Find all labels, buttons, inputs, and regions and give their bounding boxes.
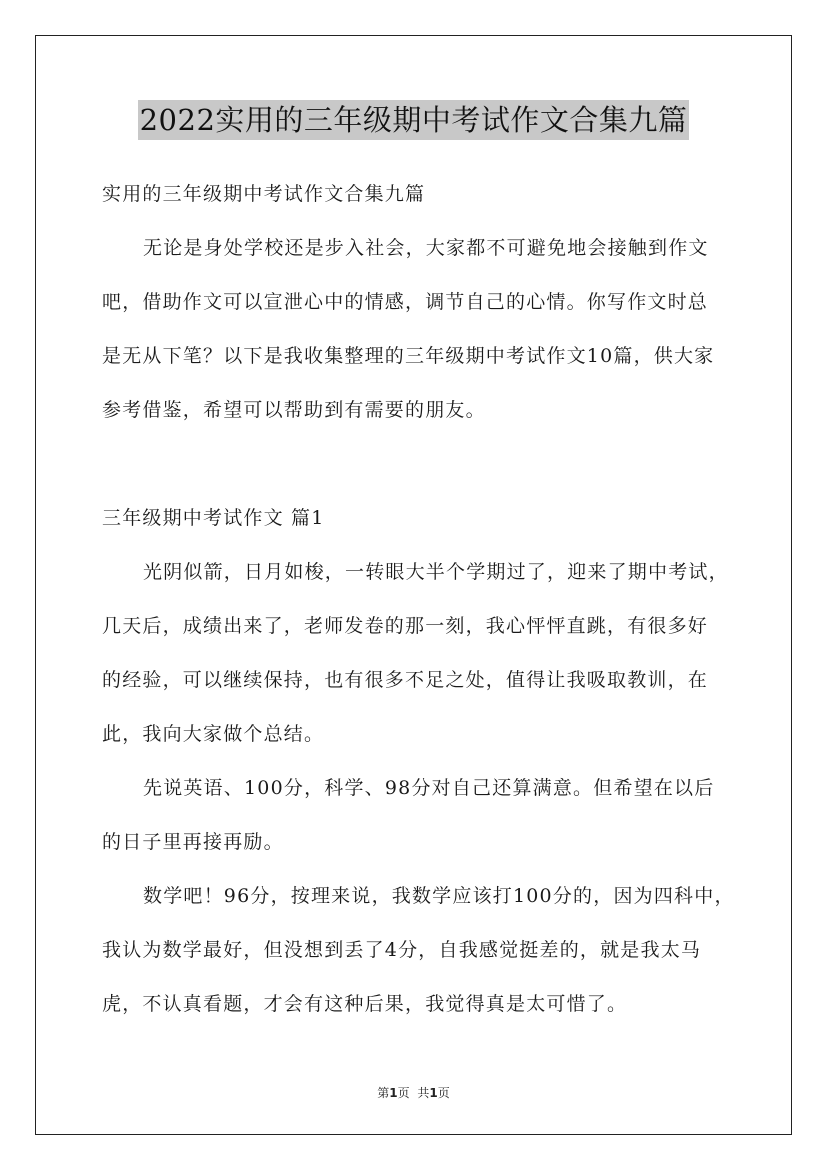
paragraph-line: 的经验，可以继续保持，也有很多不足之处，值得让我吸取教训，在 [102,669,709,691]
total-prefix: 共 [417,1086,430,1100]
total-pages: 1 [429,1086,438,1100]
section-heading-block [102,491,732,545]
paragraph-line: 光阴似箭，日月如梭，一转眼大半个学期过了，迎来了期中考试， [143,561,729,583]
paragraph-3 [102,869,735,1031]
intro-line: 参考借鉴，希望可以帮助到有需要的朋友。 [102,399,486,421]
page-footer [0,1084,827,1101]
document-subtitle: 实用的三年级期中考试作文合集九篇 [102,183,426,205]
page-number: 1 [389,1086,398,1100]
intro-line: 吧，借助作文可以宣泄心中的情感，调节自己的心情。你写作文时总 [102,291,709,313]
paragraph-line: 此，我向大家做个总结。 [102,723,325,745]
page-prefix: 第 [377,1086,390,1100]
section-heading: 三年级期中考试作文 篇1 [102,507,325,529]
paragraph-line: 几天后，成绩出来了，老师发卷的那一刻，我心怦怦直跳，有很多好 [102,615,709,637]
document-title: 2022实用的三年级期中考试作文合集九篇 [138,100,690,140]
paragraph-line: 的日子里再接再励。 [102,831,284,853]
intro-line: 是无从下笔？以下是我收集整理的三年级期中考试作文10篇，供大家 [102,345,715,367]
intro-paragraph [102,221,732,437]
paragraph-1 [102,545,732,761]
intro-line: 无论是身处学校还是步入社会，大家都不可避免地会接触到作文 [143,237,709,259]
page-suffix: 页 [397,1086,410,1100]
paragraph-line: 我认为数学最好，但没想到丢了4分，自我感觉挺差的，就是我太马 [102,939,702,961]
paragraph-2 [102,761,732,869]
paragraph-line: 虎，不认真看题，才会有这种后果，我觉得真是太可惜了。 [102,993,628,1015]
title-container [0,100,827,140]
paragraph-line: 数学吧！96分，按理来说，我数学应该打100分的，因为四科中， [143,885,735,907]
subtitle-block [102,167,732,221]
paragraph-line: 先说英语、100分，科学、98分对自己还算满意。但希望在以后 [143,777,715,799]
total-suffix: 页 [437,1086,450,1100]
